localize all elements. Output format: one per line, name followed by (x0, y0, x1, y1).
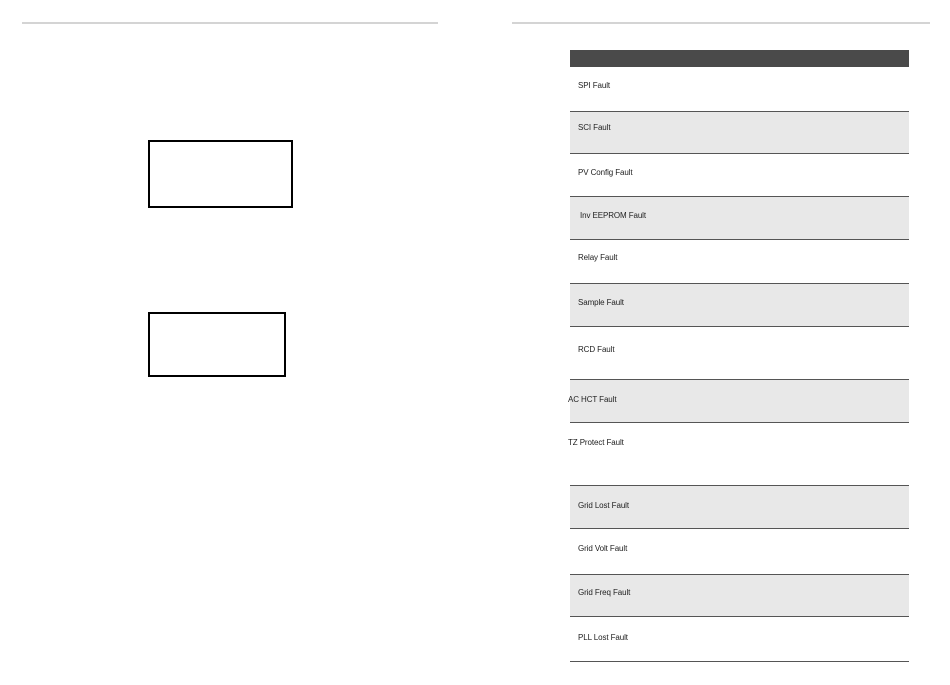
fault-name: Grid Freq Fault (578, 588, 631, 597)
table-row (570, 617, 909, 662)
fault-name: PLL Lost Fault (578, 633, 628, 642)
fault-name: SPI Fault (578, 81, 611, 90)
table-header (570, 50, 909, 67)
table-row (570, 67, 909, 112)
fault-name: Relay Fault (578, 253, 618, 262)
fault-name: Sample Fault (578, 298, 624, 307)
table-row (570, 575, 909, 617)
table-row (570, 327, 909, 380)
lcd-display-box-2 (148, 312, 286, 377)
table-row (570, 154, 909, 197)
lcd-display-box-1 (148, 140, 293, 208)
table-row (570, 284, 909, 327)
fault-name: RCD Fault (578, 345, 615, 354)
fault-name: SCI Fault (578, 123, 611, 132)
fault-name: Grid Volt Fault (578, 544, 628, 553)
table-row (570, 486, 909, 529)
table-row (570, 197, 909, 240)
fault-table (570, 50, 909, 662)
fault-name: Inv EEPROM Fault (580, 211, 646, 220)
left-page-header-rule (22, 22, 438, 24)
table-row (570, 529, 909, 575)
table-row (570, 240, 909, 284)
table-row (570, 423, 909, 486)
table-row (570, 112, 909, 154)
fault-name: AC HCT Fault (568, 395, 617, 404)
table-row (570, 380, 909, 423)
fault-name: TZ Protect Fault (568, 438, 624, 447)
fault-name: PV Config Fault (578, 168, 633, 177)
fault-name: Grid Lost Fault (578, 501, 629, 510)
right-page-header-rule (512, 22, 930, 24)
